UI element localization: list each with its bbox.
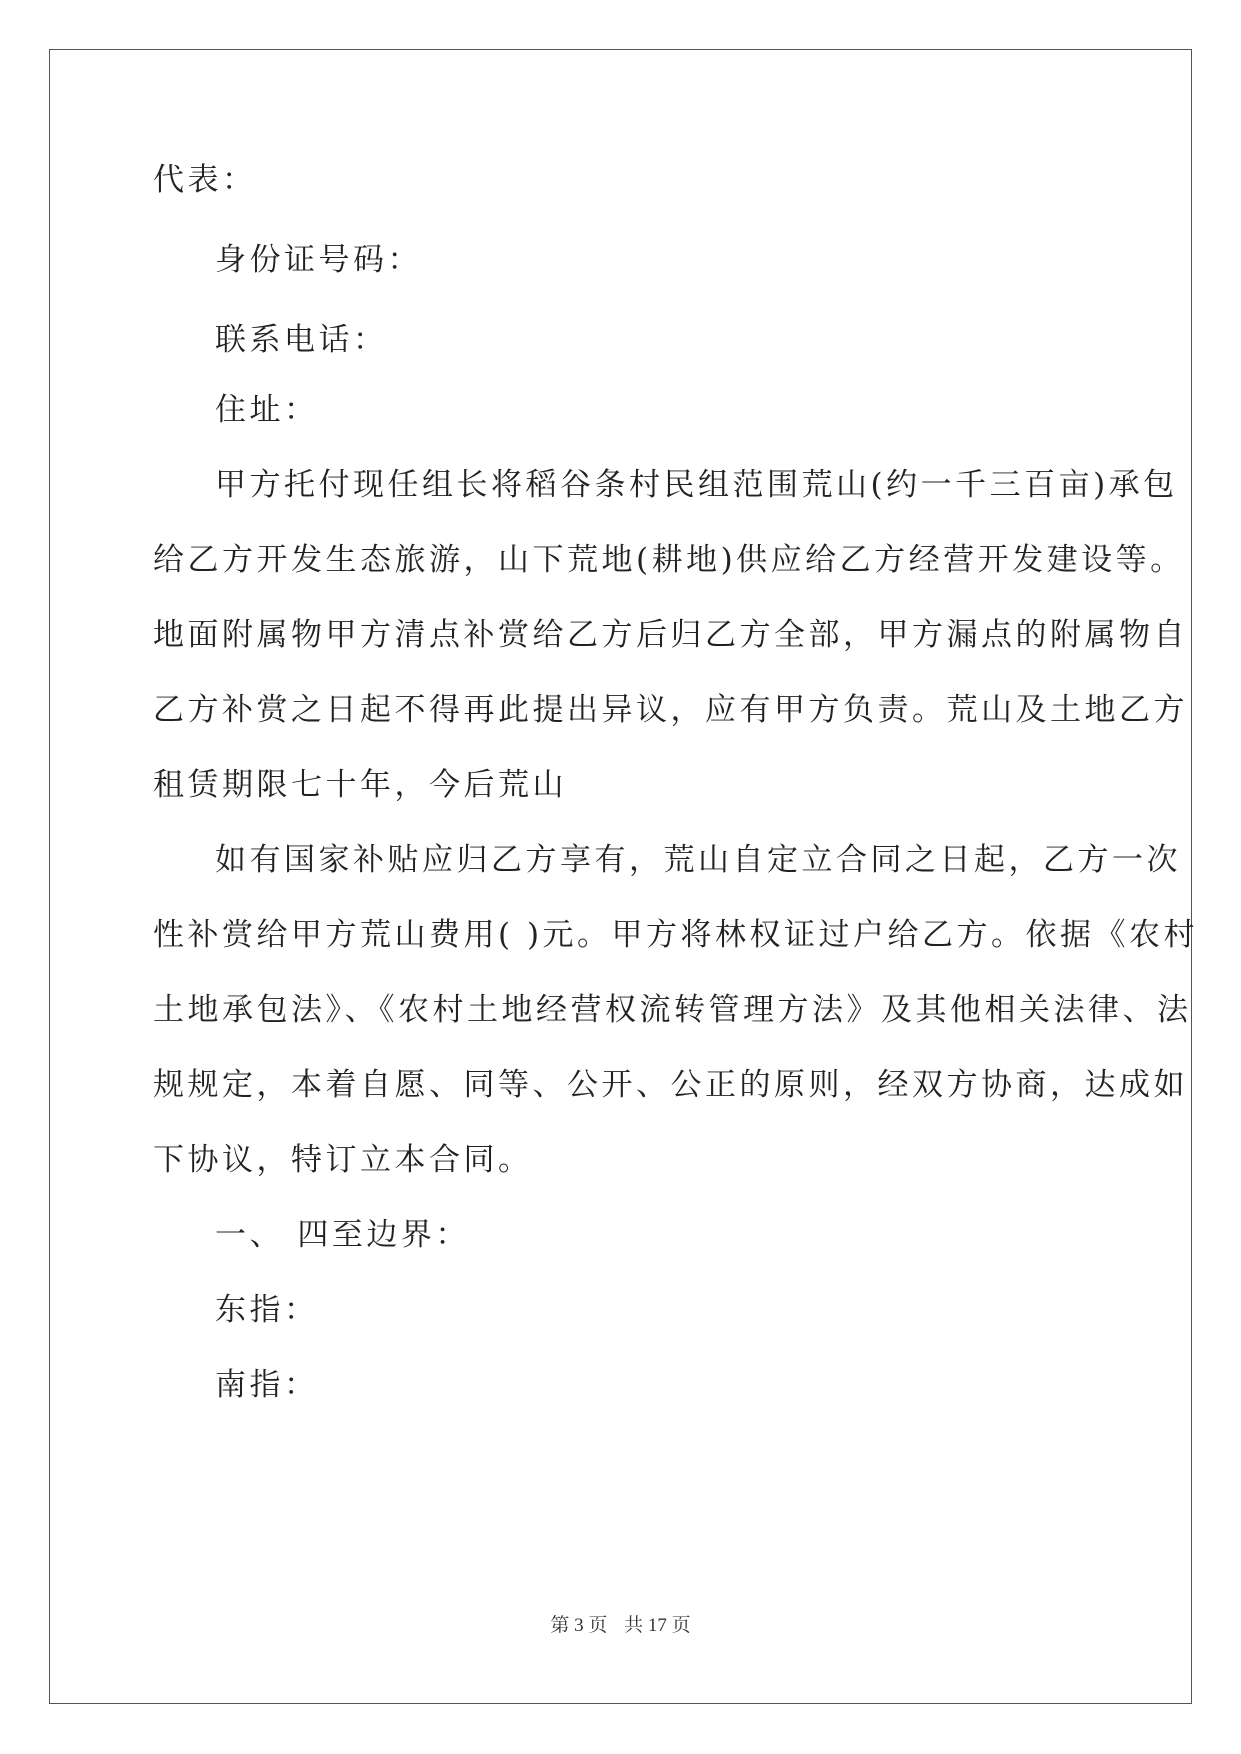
- paragraph-1-line-3: 地面附属物甲方清点补赏给乙方后归乙方全部，甲方漏点的附属物自: [153, 617, 1188, 653]
- paragraph-1-line-4: 乙方补赏之日起不得再此提出异议，应有甲方负责。荒山及土地乙方: [153, 692, 1188, 728]
- paragraph-1-line-1: 甲方托付现任组长将稻谷条村民组范围荒山(约一千三百亩)承包: [215, 467, 1178, 503]
- text-line-east: 东指：: [215, 1292, 319, 1328]
- section-heading-boundaries: 一、 四至边界：: [215, 1217, 470, 1253]
- text-line-south: 南指：: [215, 1367, 319, 1403]
- paragraph-2-line-2: 性补赏给甲方荒山费用( )元。甲方将林权证过户给乙方。依据《农村: [153, 917, 1199, 953]
- paragraph-1-line-2: 给乙方开发生态旅游，山下荒地(耕地)供应给乙方经营开发建设等。: [153, 542, 1185, 578]
- text-line-phone: 联系电话：: [215, 322, 388, 358]
- paragraph-2-line-4: 规规定，本着自愿、同等、公开、公正的原则，经双方协商，达成如: [153, 1067, 1188, 1103]
- paragraph-2-line-5: 下协议，特订立本合同。: [153, 1142, 533, 1178]
- text-line-id-number: 身份证号码：: [215, 242, 422, 278]
- paragraph-2-line-3: 土地承包法》、《农村土地经营权流转管理方法》及其他相关法律、法: [153, 992, 1192, 1028]
- text-line-address: 住址：: [215, 392, 319, 428]
- paragraph-1-line-5: 租赁期限七十年，今后荒山: [153, 767, 567, 803]
- text-line-representative: 代表：: [153, 162, 257, 198]
- page-footer: [0, 1610, 1241, 1637]
- paragraph-2-line-1: 如有国家补贴应归乙方享有，荒山自定立合同之日起，乙方一次: [215, 842, 1181, 878]
- page-total: 共 17 页: [624, 1615, 691, 1636]
- page-number: 第 3 页: [550, 1615, 608, 1636]
